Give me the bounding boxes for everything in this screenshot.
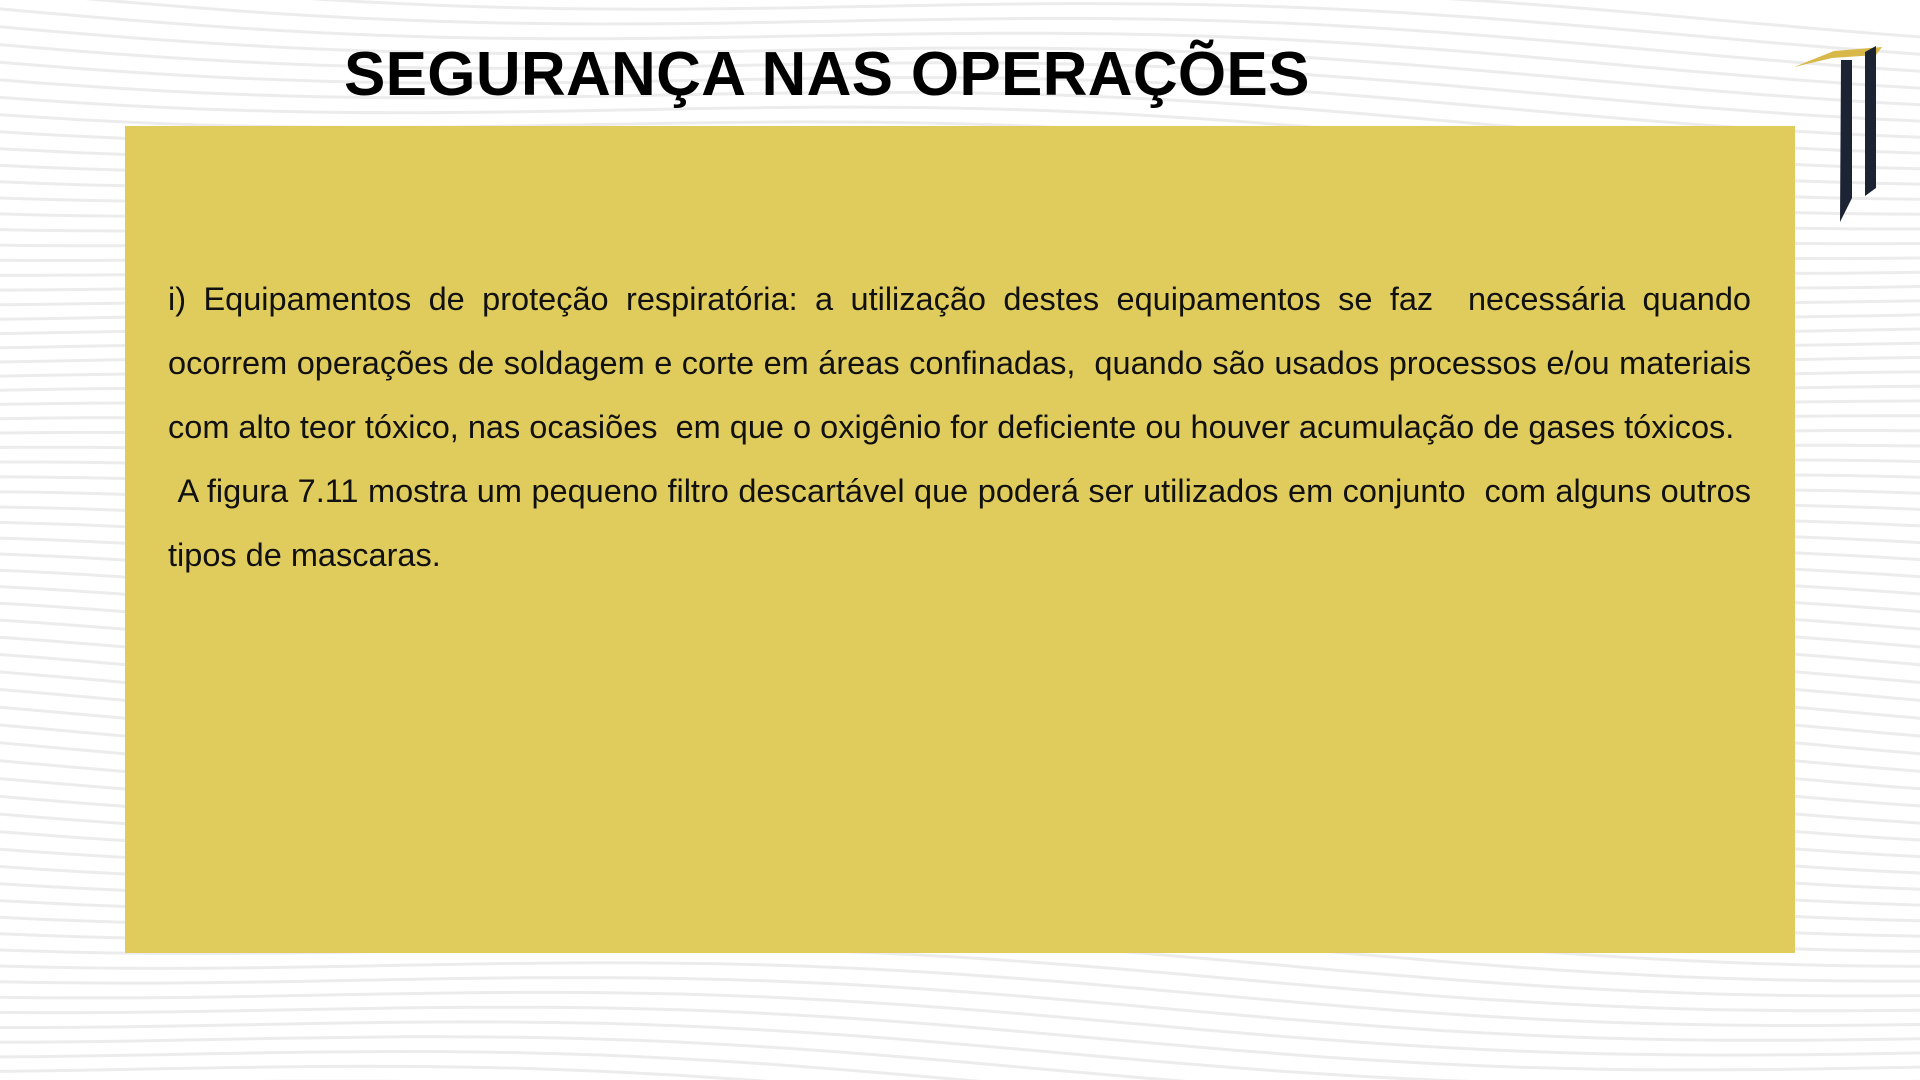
slide-title: SEGURANÇA NAS OPERAÇÕES: [344, 40, 1310, 109]
background-wave-line: [0, 952, 1920, 1026]
paragraph-respiratory-equipment: i) Equipamentos de proteção respiratória: a utilização destes equipamentos se faz necessária quando ocorrem operações de soldagem e corte em áreas confinadas, quando são usados processos e/ou materiais com alto teor tóxico, nas ocasiões em que o oxigênio for deficiente ou houver acumulação de gases tóxicos.: [168, 281, 1761, 445]
paragraph-figure-reference: A figura 7.11 mostra um pequeno filtro descartável que poderá ser utilizados em conjunto com alguns outros tipos de mascaras.: [168, 473, 1761, 573]
background-wave-line: [0, 1064, 1920, 1080]
brand-logo-icon: [1794, 38, 1884, 228]
content-box: [125, 126, 1795, 953]
background-wave-line: [0, 1000, 1920, 1070]
background-wave-line: [0, 968, 1920, 1040]
body-text: [168, 267, 1761, 587]
